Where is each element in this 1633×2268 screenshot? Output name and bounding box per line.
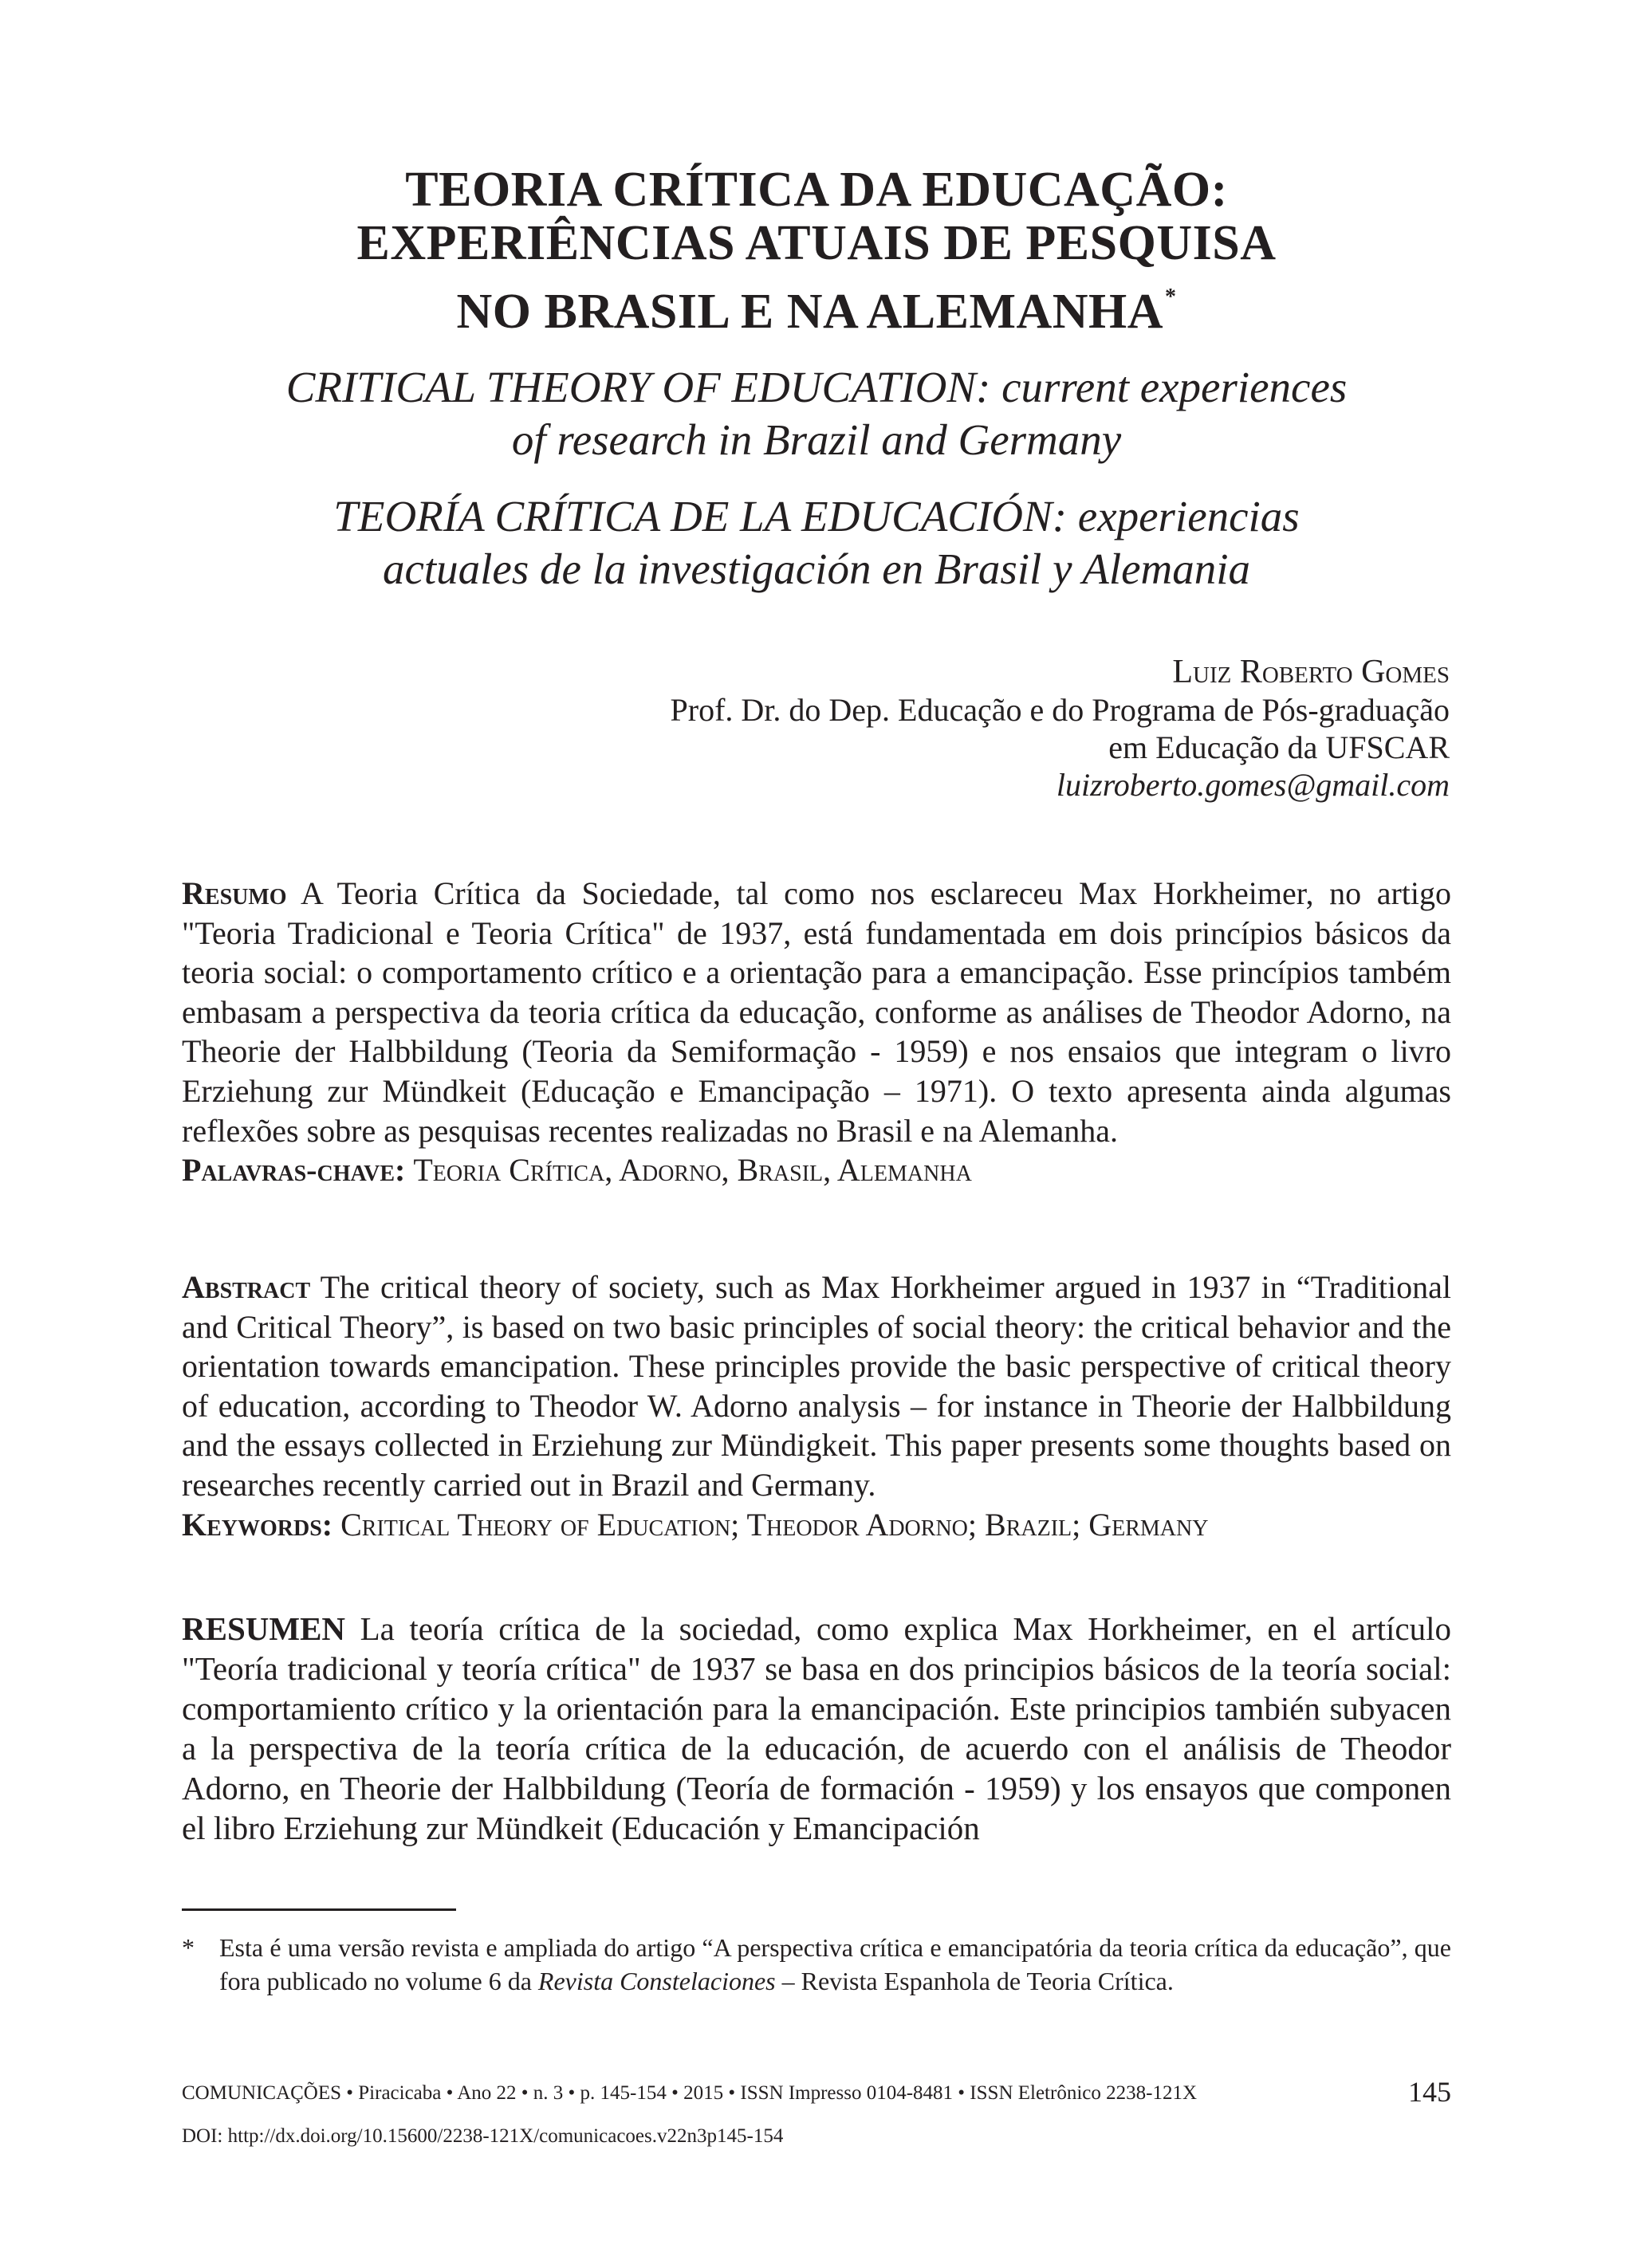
resumo-keywords-label: Palavras-chave: <box>182 1152 406 1189</box>
abstract-text: The critical theory of society, such as Max Horkheimer argued in 1937 in “Traditional and Critical Theory”, is based on two basic principles of social theory: the critical behavior and the orientation towards emancipation. These principles provide the basic perspective of critical theory of education, according to Theodor W. Adorno analysis – for instance in Theorie der Halbbildung and the essays collected in Erziehung zur Mündigkeit. This paper presents some thoughts based on researches recently carried out in Brazil and Germany. <box>182 1269 1451 1503</box>
resumo-label: Resumo <box>182 875 287 911</box>
author-name: Luiz Roberto Gomes <box>1172 654 1450 690</box>
abstract-keywords <box>182 1505 1451 1545</box>
title-footnote-marker[interactable]: * <box>1165 285 1177 309</box>
subtitle-es-line-2: actuales de la investigación en Brasil y Alemania <box>382 544 1251 593</box>
footnote-marker: * <box>182 1933 195 1962</box>
subtitle-en-line-2: of research in Brazil and Germany <box>511 415 1122 464</box>
page-number: 145 <box>1408 2076 1451 2108</box>
resumen-section <box>182 1609 1451 1848</box>
abstract-keywords-label: Keywords: <box>182 1506 333 1543</box>
abstract-label: Abstract <box>182 1269 311 1305</box>
footnote-text <box>219 1931 1451 1998</box>
author-email[interactable]: luizroberto.gomes@gmail.com <box>1056 767 1450 803</box>
author-affiliation-line-2: em Educação da UFSCAR <box>1108 729 1450 765</box>
resumen-label: RESUMEN <box>182 1610 346 1647</box>
subtitle-en-line-1: CRITICAL THEORY OF EDUCATION: current experiences <box>285 363 1348 411</box>
journal-citation-line: COMUNICAÇÕES • Piracicaba • Ano 22 • n. 3 • p. 145-154 • 2015 • ISSN Impresso 0104-8481 • ISSN Eletrônico 2238-121X <box>182 2082 1197 2104</box>
resumo-section <box>182 874 1451 1190</box>
resumo-paragraph <box>182 874 1451 1150</box>
abstract-paragraph <box>182 1268 1451 1505</box>
footnote-journal-name: Revista Constelaciones <box>537 1967 776 1995</box>
title-line-3: NO BRASIL E NA ALEMANHA <box>456 285 1164 339</box>
resumo-keywords <box>182 1150 1451 1190</box>
resumen-paragraph <box>182 1609 1451 1848</box>
resumo-keywords-list: Teoria Crítica, Adorno, Brasil, Alemanha <box>413 1152 972 1189</box>
article-title <box>183 163 1450 339</box>
title-line-1: TEORIA CRÍTICA DA EDUCAÇÃO: <box>405 163 1228 217</box>
doi-link[interactable]: DOI: http://dx.doi.org/10.15600/2238-121X/comunicacoes.v22n3p145-154 <box>182 2125 784 2147</box>
resumo-text: A Teoria Crítica da Sociedade, tal como nos esclareceu Max Horkheimer, no artigo "Teoria Tradicional e Teoria Crítica" de 1937, está fundamentada em dois princípios básicos da teoria social: o comportamento crítico e a orientação para a emancipação. Esse princípios também embasam a perspectiva da teoria crítica da educação, conforme as análises de Theodor Adorno, na Theorie der Halbbildung (Teoria da Semiformação - 1959) e nos ensaios que integram o livro Erziehung zur Mündkeit (Educação e Emancipação – 1971). O texto apresenta ainda algumas reflexões sobre as pesquisas recentes realizadas no Brasil e na Alemanha. <box>182 875 1452 1149</box>
subtitle-es-line-1: TEORÍA CRÍTICA DE LA EDUCACIÓN: experiencias <box>333 492 1300 540</box>
author-block <box>573 654 1450 804</box>
title-line-2: EXPERIÊNCIAS ATUAIS DE PESQUISA <box>356 216 1277 270</box>
subtitle-spanish <box>183 490 1450 595</box>
footnote-text-before: Esta é uma versão revista e ampliada do artigo “A perspectiva crítica e emancipatória da teoria crítica da educação”, que fora publicado no volume 6 da <box>219 1933 1451 1995</box>
abstract-section <box>182 1268 1451 1544</box>
title-block <box>183 163 1450 595</box>
subtitle-english <box>183 361 1450 466</box>
author-affiliation-line-1: Prof. Dr. do Dep. Educação e do Programa de Pós-graduação <box>670 692 1450 728</box>
resumen-text: La teoría crítica de la sociedad, como explica Max Horkheimer, en el artículo "Teoría tradicional y teoría crítica" de 1937 se basa en dos principios básicos de la teoría social: comportamiento crítico y la orientación para la emancipación. Este principios también subyacen a la perspectiva de la teoría crítica de la educación, de acuerdo con el análisis de Theodor Adorno, en Theorie der Halbbildung (Teoría de formación - 1959) y los ensayos que componen el libro Erziehung zur Mündkeit (Educación y Emancipación <box>182 1610 1451 1846</box>
abstract-keywords-list: Critical Theory of Education; Theodor Adorno; Brazil; Germany <box>340 1506 1209 1543</box>
footnote-divider <box>182 1908 456 1911</box>
footnote <box>182 1931 1451 1998</box>
footnote-text-after: – Revista Espanhola de Teoria Crítica. <box>775 1967 1174 1995</box>
